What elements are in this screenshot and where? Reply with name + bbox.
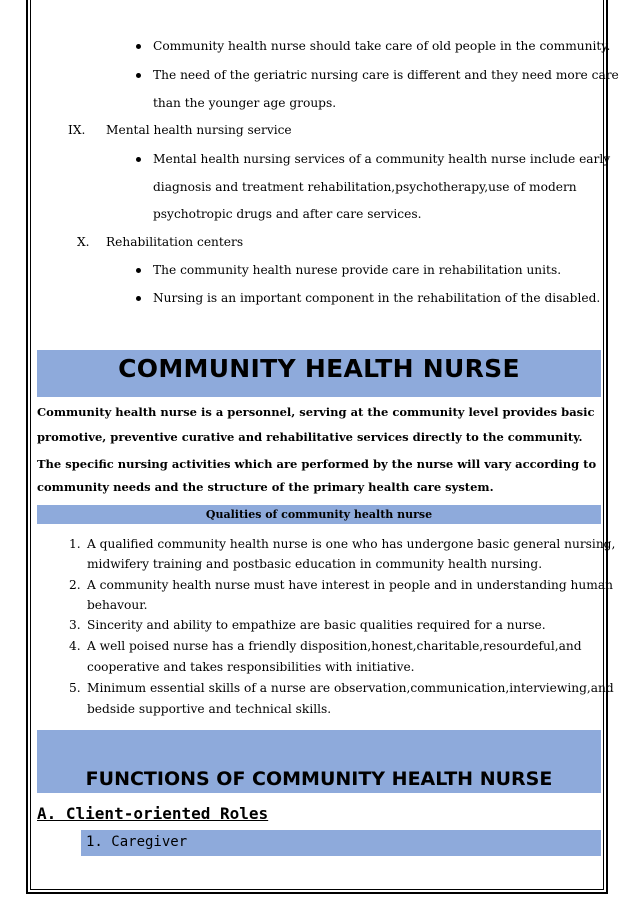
bullet-icon: [136, 73, 141, 78]
list-number: 4.: [69, 639, 81, 653]
list-heading: Mental health nursing service: [106, 123, 292, 137]
list-heading: Rehabilitation centers: [106, 235, 244, 249]
list-item-continuation: behavour.: [87, 598, 148, 612]
list-number: 2.: [69, 578, 81, 592]
intro-paragraph-line: Community health nurse is a personnel, serving at the community level provides basic: [37, 405, 595, 419]
list-item: Mental health nursing services of a community health nurse include early: [153, 152, 611, 166]
bullet-icon: [136, 268, 141, 273]
list-item: The community health nurese provide care in rehabilitation units.: [153, 263, 562, 277]
list-item-continuation: psychotropic drugs and after care services.: [153, 207, 422, 221]
list-item-continuation: diagnosis and treatment rehabilitation,psychotherapy,use of modern: [153, 180, 577, 194]
list-item: A community health nurse must have interest in people and in understanding human: [87, 578, 613, 592]
intro-paragraph-line: The specific nursing activities which are performed by the nurse will vary according to: [37, 457, 597, 471]
list-item: Community health nurse should take care of old people in the community.: [153, 39, 611, 53]
list-item-continuation: cooperative and takes responsibilities with initiative.: [87, 660, 415, 674]
list-item: Sincerity and ability to empathize are basic qualities required for a nurse.: [87, 618, 546, 632]
roman-numeral: X.: [77, 235, 90, 249]
list-item-continuation: than the younger age groups.: [153, 96, 337, 110]
list-item-continuation: midwifery training and postbasic education in community health nursing.: [87, 557, 543, 571]
list-item-continuation: bedside supportive and technical skills.: [87, 702, 332, 716]
intro-paragraph-line: community needs and the structure of the primary health care system.: [37, 480, 494, 494]
section-title: COMMUNITY HEALTH NURSE: [118, 354, 520, 383]
list-number: 1.: [69, 537, 81, 551]
list-item: Nursing is an important component in the rehabilitation of the disabled.: [153, 291, 601, 305]
list-number: 3.: [69, 618, 81, 632]
bullet-icon: [136, 157, 141, 162]
bullet-icon: [136, 44, 141, 49]
roman-numeral: IX.: [68, 123, 86, 137]
list-item: A qualified community health nurse is one who has undergone basic general nursing,: [87, 537, 616, 551]
caregiver-heading: 1. Caregiver: [86, 834, 188, 850]
intro-paragraph-line: promotive, preventive curative and rehabilitative services directly to the community.: [37, 430, 583, 444]
list-number: 5.: [69, 681, 81, 695]
list-item: The need of the geriatric nursing care is different and they need more care: [153, 68, 619, 82]
roles-heading: A. Client-oriented Roles: [37, 804, 269, 823]
bullet-icon: [136, 296, 141, 301]
subheading: Qualities of community health nurse: [205, 508, 433, 521]
list-item: Minimum essential skills of a nurse are observation,communication,interviewing,and: [87, 681, 614, 695]
list-item: A well poised nurse has a friendly disposition,honest,charitable,resourdeful,and: [87, 639, 582, 653]
section-title: FUNCTIONS OF COMMUNITY HEALTH NURSE: [85, 768, 553, 790]
